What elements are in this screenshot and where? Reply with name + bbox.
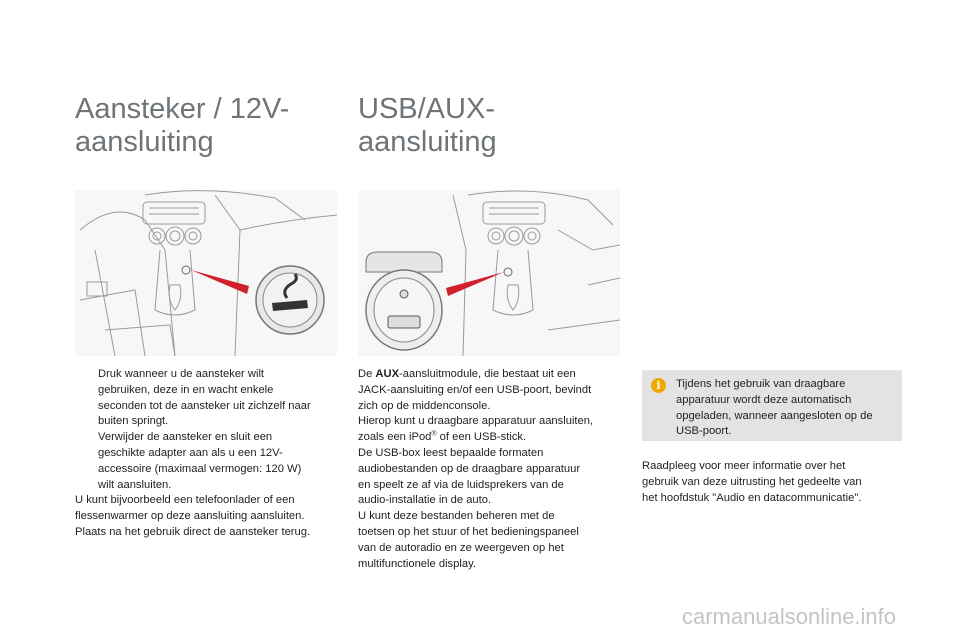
bullet-item: Verwijder de aansteker en sluit een geschikte adapter aan als u een 12V- accessoire (maximaal vermogen: 120 W) wilt aansluiten. bbox=[98, 431, 302, 491]
info-text: Tijdens het gebruik van draagbare apparatuur wordt deze automatisch opgeladen, wanneer aangesloten op de USB-poort. bbox=[676, 378, 873, 438]
bullet-item: Druk wanneer u de aansteker wilt gebruiken, deze in en wacht enkele seconden tot de aansteker uit zichzelf naar buiten springt. bbox=[98, 368, 311, 428]
info-icon: i bbox=[651, 378, 666, 393]
cigar-lighter-title: Aansteker / 12V- aansluiting bbox=[75, 93, 290, 158]
watermark: carmanualsonline.info bbox=[682, 604, 897, 629]
cigar-lighter-illustration bbox=[75, 190, 337, 356]
usb-aux-illustration bbox=[358, 190, 620, 356]
reference-note: Raadpleeg voor meer informatie over het gebruik van deze uitrusting het gedeelte van het hoofdstuk "Audio en datacommunicatie". bbox=[642, 460, 862, 504]
usb-aux-text: De AUX-aansluitmodule, die bestaat uit een JACK-aansluiting en/of een USB-poort, bevindt zich op de middenconsole. Hierop kunt u draagbare apparatuur aansluiten, zoals een iPod® of een USB-stick. De USB-box leest bepaalde formaten audiobestanden op de draagbare apparatuur en speelt ze af via de luidsprekers van de audio-installatie in de auto. U kunt deze bestanden beheren met de toetsen op het stuur of het bedieningspaneel van de autoradio en ze weergeven op het multifunctionele display. bbox=[358, 368, 594, 570]
usb-aux-title: USB/AUX- aansluiting bbox=[358, 93, 497, 158]
lighter-usage-paragraph: U kunt bijvoorbeeld een telefoonlader of een flessenwarmer op deze aansluiting aansluiten. Plaats na het gebruik direct de aansteker terug. bbox=[75, 494, 311, 538]
cigar-lighter-text bbox=[75, 367, 343, 541]
info-box bbox=[642, 370, 902, 441]
